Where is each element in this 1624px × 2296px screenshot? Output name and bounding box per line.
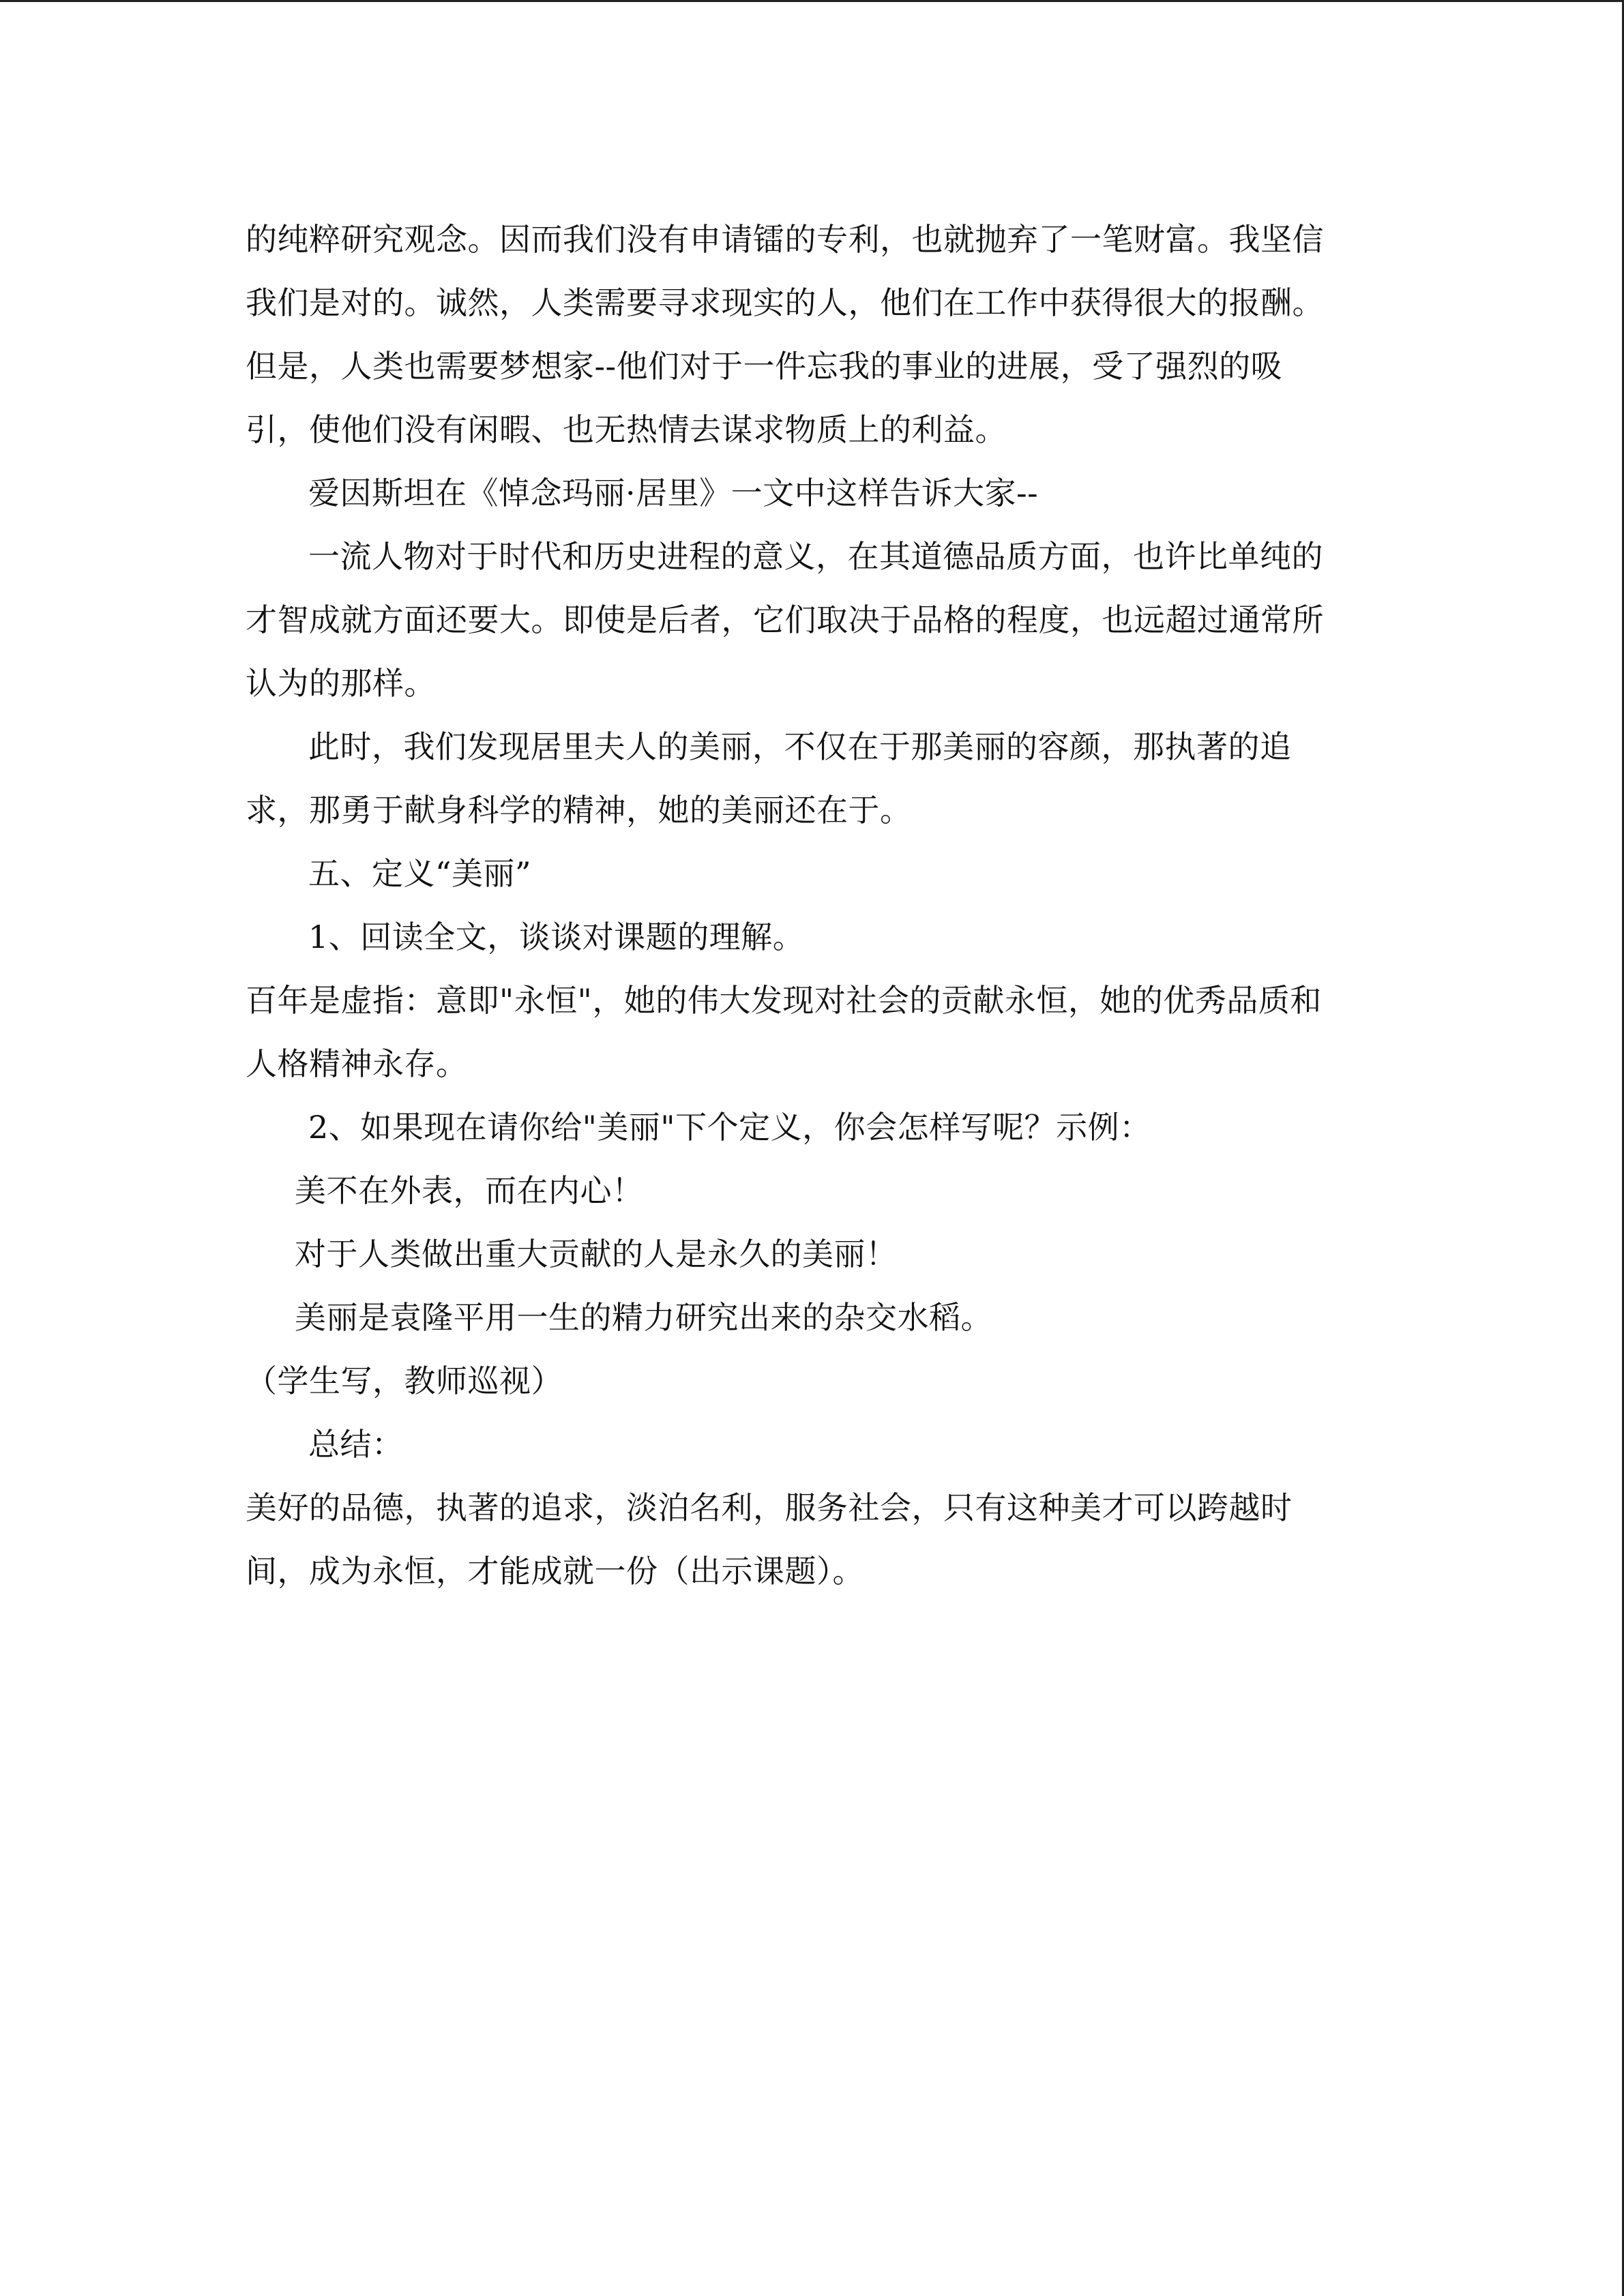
paragraph-line: 我们是对的。诚然，人类需要寻求现实的人，他们在工作中获得很大的报酬。	[246, 284, 1324, 321]
paragraph-line: 间，成为永恒，才能成就一份（出示课题）。	[246, 1553, 864, 1590]
paragraph-line: 人格精神永存。	[246, 1045, 468, 1082]
document-body	[246, 208, 1364, 1603]
paragraph-line: 才智成就方面还要大。即使是后者，它们取决于品格的程度，也远超过通常所	[246, 601, 1324, 638]
list-item: 2、如果现在请你给"美丽"下个定义，你会怎样写呢？示例：	[308, 1109, 1151, 1146]
paragraph-line: 认为的那样。	[246, 665, 436, 702]
section-heading: 五、定义“美丽”	[308, 855, 532, 892]
summary-heading: 总结：	[308, 1426, 404, 1463]
paragraph-line: 百年是虚指：意即"永恒"，她的伟大发现对社会的贡献永恒，她的优秀品质和	[246, 982, 1322, 1019]
example-line: 美不在外表，而在内心！	[295, 1172, 644, 1209]
paragraph-line: 的纯粹研究观念。因而我们没有申请镭的专利，也就抛弃了一笔财富。我坚信	[246, 221, 1324, 258]
paragraph-line: 此时，我们发现居里夫人的美丽，不仅在于那美丽的容颜，那执著的追	[308, 728, 1292, 765]
paragraph-line: 美好的品德，执著的追求，淡泊名利，服务社会，只有这种美才可以跨越时	[246, 1489, 1293, 1526]
paragraph-line: 求，那勇于献身科学的精神，她的美丽还在于。	[246, 792, 912, 829]
page-border-top	[0, 0, 1624, 2]
paragraph-line: 但是，人类也需要梦想家--他们对于一件忘我的事业的进展，受了强烈的吸	[246, 348, 1283, 385]
example-line: 美丽是袁隆平用一生的精力研究出来的杂交水稻。	[295, 1299, 992, 1336]
stage-note: （学生写，教师巡视）	[246, 1362, 563, 1399]
paragraph-line: 一流人物对于时代和历史进程的意义，在其道德品质方面，也许比单纯的	[308, 538, 1323, 575]
example-line: 对于人类做出重大贡献的人是永久的美丽！	[295, 1236, 898, 1272]
paragraph-line: 爱因斯坦在《悼念玛丽·居里》一文中这样告诉大家--	[308, 475, 1039, 511]
paragraph-line: 引，使他们没有闲暇、也无热情去谋求物质上的利益。	[246, 411, 1007, 448]
list-item: 1、回读全文，谈谈对课题的理解。	[308, 919, 805, 955]
